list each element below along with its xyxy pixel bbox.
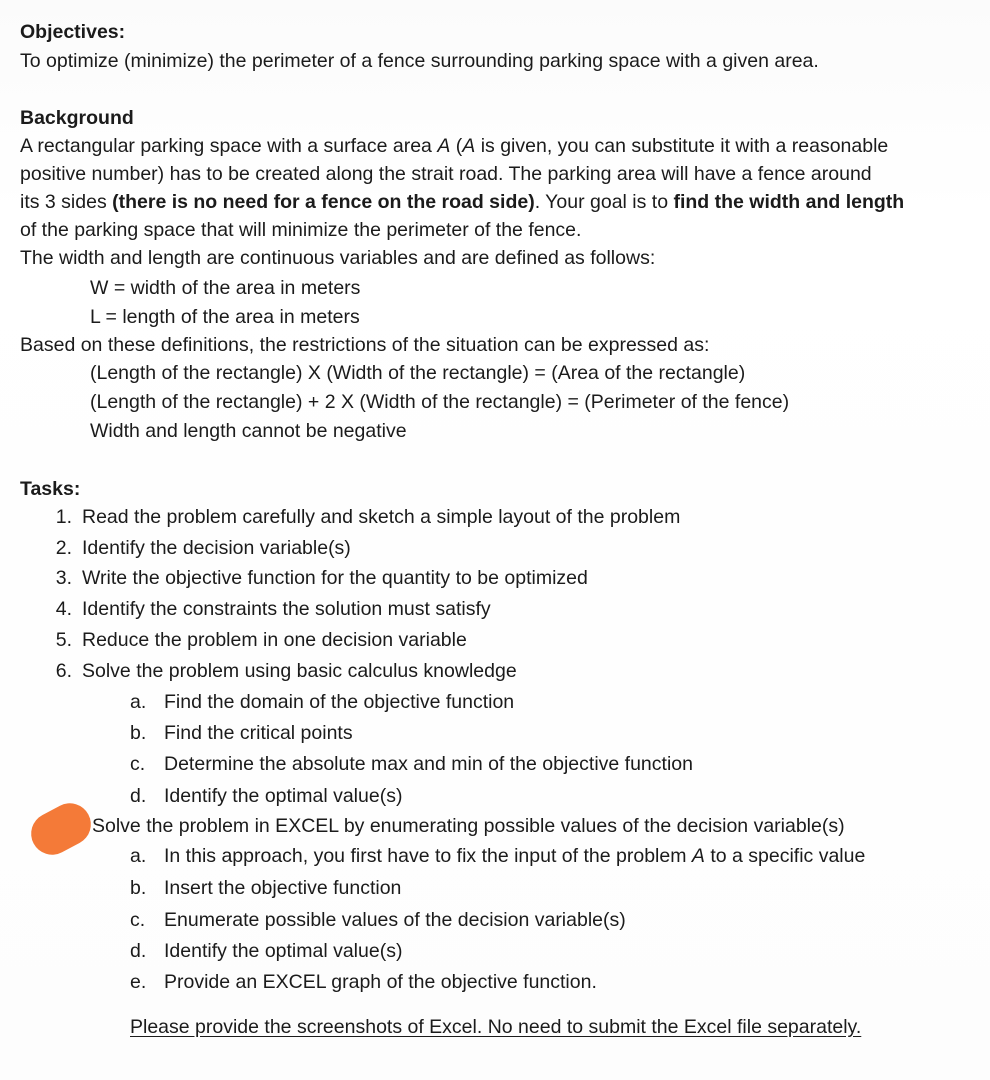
subtask-letter: a.: [130, 845, 147, 867]
variable-a: A: [437, 135, 451, 157]
subtask-item: [130, 876, 401, 900]
task-item-excel: Solve the problem in EXCEL by enumerating possible values of the decision variable(s): [92, 815, 845, 837]
bold-text: find the width and length: [673, 191, 905, 213]
restrictions-intro: Based on these definitions, the restrictions of the situation can be expressed as:: [20, 334, 710, 356]
task-text: Write the objective function for the quantity to be optimized: [82, 567, 588, 589]
task-number: 4.: [55, 598, 72, 620]
background-line-5: The width and length are continuous variables and are defined as follows:: [20, 247, 656, 269]
text-span: A rectangular parking space with a surface area: [20, 135, 438, 157]
task-text: Identify the constraints the solution must satisfy: [82, 598, 491, 620]
variable-a: A: [691, 845, 705, 867]
submission-note: Please provide the screenshots of Excel. No need to submit the Excel file separately.: [130, 1016, 862, 1038]
background-heading: Background: [20, 107, 134, 129]
task-number: 3.: [55, 567, 72, 589]
subtask-text: Determine the absolute max and min of the objective function: [164, 753, 693, 775]
objectives-heading: Objectives:: [20, 21, 126, 43]
text-span: (: [450, 135, 463, 157]
task-text: Solve the problem using basic calculus knowledge: [82, 660, 517, 682]
subtask-letter: b.: [130, 722, 147, 744]
subtask-text: Identify the optimal value(s): [164, 785, 403, 807]
subtask-text: Find the domain of the objective function: [164, 691, 515, 713]
restriction-area: (Length of the rectangle) X (Width of the rectangle) = (Area of the rectangle): [90, 362, 746, 384]
restriction-nonnegative: Width and length cannot be negative: [90, 420, 407, 442]
background-line-1: [20, 134, 888, 158]
task-item: [42, 566, 588, 590]
subtask-text: Identify the optimal value(s): [164, 940, 403, 962]
task-number: 1.: [55, 506, 72, 528]
definition-width: W = width of the area in meters: [90, 277, 361, 299]
variable-a: A: [462, 135, 476, 157]
subtask-item: [130, 721, 353, 745]
task-number: 5.: [55, 629, 72, 651]
subtask-text: Insert the objective function: [164, 877, 402, 899]
task-item: [42, 659, 517, 683]
subtask-item: [130, 784, 402, 808]
task-text: Reduce the problem in one decision variable: [82, 629, 467, 651]
subtask-text: Provide an EXCEL graph of the objective function.: [164, 971, 597, 993]
subtask-letter: d.: [130, 940, 147, 962]
subtask-item: [130, 844, 865, 868]
definition-length: L = length of the area in meters: [90, 306, 360, 328]
task-number: 2.: [55, 537, 72, 559]
subtask-letter: d.: [130, 785, 147, 807]
background-line-4: of the parking space that will minimize the perimeter of the fence.: [20, 219, 582, 241]
bold-text: (there is no need for a fence on the road side): [112, 191, 535, 213]
task-text: Read the problem carefully and sketch a simple layout of the problem: [82, 506, 681, 528]
subtask-item: [130, 908, 626, 932]
orange-highlight-marker: [24, 796, 98, 862]
tasks-heading: Tasks:: [20, 478, 81, 500]
text-span: . Your goal is to: [534, 191, 674, 213]
subtask-text: Enumerate possible values of the decision variable(s): [164, 909, 626, 931]
subtask-text: Find the critical points: [164, 722, 353, 744]
subtask-text: to a specific value: [704, 845, 866, 867]
task-item: [42, 505, 680, 529]
subtask-letter: e.: [130, 971, 147, 993]
background-line-3: [20, 190, 904, 214]
background-line-2: positive number) has to be created along the strait road. The parking area will have a fence around: [20, 163, 872, 185]
task-text: Identify the decision variable(s): [82, 537, 351, 559]
text-span: its 3 sides: [20, 191, 113, 213]
subtask-item: [130, 690, 514, 714]
subtask-letter: c.: [130, 753, 146, 775]
subtask-letter: a.: [130, 691, 147, 713]
task-item: [42, 628, 467, 652]
subtask-letter: c.: [130, 909, 146, 931]
subtask-text: In this approach, you first have to fix the input of the problem: [164, 845, 692, 867]
restriction-perimeter: (Length of the rectangle) + 2 X (Width of the rectangle) = (Perimeter of the fence): [90, 391, 790, 413]
subtask-letter: b.: [130, 877, 147, 899]
objectives-text: To optimize (minimize) the perimeter of a fence surrounding parking space with a given area.: [20, 50, 819, 72]
task-number: 6.: [55, 660, 72, 682]
text-span: is given, you can substitute it with a reasonable: [475, 135, 889, 157]
subtask-item: [130, 970, 597, 994]
subtask-item: [130, 752, 693, 776]
task-item: [42, 597, 491, 621]
subtask-item: [130, 939, 402, 963]
task-item: [42, 536, 351, 560]
